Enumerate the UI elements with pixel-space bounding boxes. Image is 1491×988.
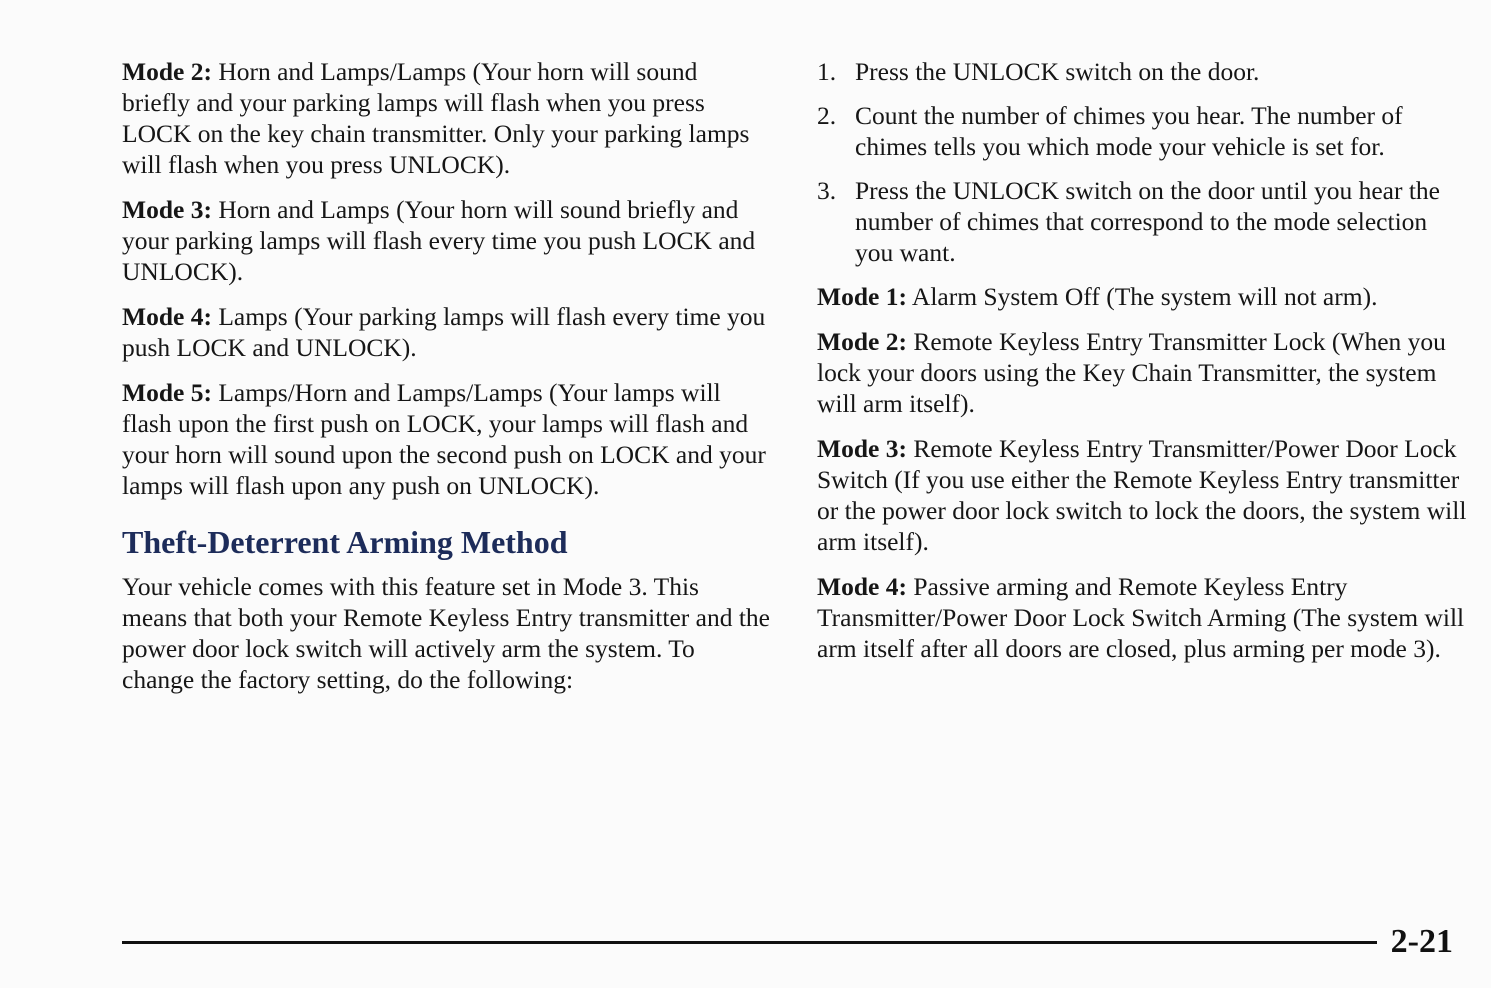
mode-label: Mode 2:	[817, 327, 907, 356]
step-text: Press the UNLOCK switch on the door.	[855, 57, 1260, 86]
mode-label: Mode 2:	[122, 57, 212, 86]
mode-2-paragraph	[122, 56, 770, 180]
arming-mode-2-paragraph	[817, 326, 1467, 419]
section-heading: Theft-Deterrent Arming Method	[122, 524, 568, 560]
step-item	[817, 100, 1467, 162]
page-number: 2-21	[1390, 923, 1453, 960]
mode-label: Mode 5:	[122, 378, 212, 407]
mode-label: Mode 4:	[817, 572, 907, 601]
step-text: Count the number of chimes you hear. The number of chimes tells you which mode your vehicle is set for.	[855, 101, 1403, 161]
mode-description: Passive arming and Remote Keyless Entry Transmitter/Power Door Lock Switch Arming (The system will arm itself after all doors are closed, plus arming per mode 3).	[817, 572, 1465, 663]
mode-description: Horn and Lamps (Your horn will sound briefly and your parking lamps will flash every time you push LOCK and UNLOCK).	[122, 195, 756, 286]
mode-description: Horn and Lamps/Lamps (Your horn will sound briefly and your parking lamps will flash when you press LOCK on the key chain transmitter. Only your parking lamps will flash when you press UNLOCK).	[122, 57, 750, 179]
step-text: Press the UNLOCK switch on the door until you hear the number of chimes that correspond to the mode selection you want.	[855, 176, 1440, 267]
mode-5-paragraph	[122, 377, 770, 501]
step-item	[817, 56, 1467, 87]
arming-mode-3-paragraph	[817, 433, 1467, 557]
mode-label: Mode 3:	[122, 195, 212, 224]
mode-description: Remote Keyless Entry Transmitter/Power Door Lock Switch (If you use either the Remote Keyless Entry transmitter or the power door lock switch to lock the doors, the system will arm itself).	[817, 434, 1467, 556]
arming-mode-1-paragraph	[817, 281, 1467, 312]
step-number: 1.	[817, 57, 837, 86]
mode-description: Lamps (Your parking lamps will flash every time you push LOCK and UNLOCK).	[122, 302, 766, 362]
arming-mode-4-paragraph	[817, 571, 1467, 664]
mode-label: Mode 1:	[817, 282, 907, 311]
mode-description: Alarm System Off (The system will not arm).	[906, 282, 1378, 311]
step-item	[817, 175, 1467, 268]
steps-list	[817, 56, 1467, 268]
intro-paragraph: Your vehicle comes with this feature set in Mode 3. This means that both your Remote Keyless Entry transmitter and the power door lock switch will actively arm the system. To change the factory setting, do the following:	[122, 572, 770, 694]
mode-4-paragraph	[122, 301, 770, 363]
footer-divider	[122, 941, 1377, 944]
step-number: 2.	[817, 101, 837, 130]
mode-label: Mode 3:	[817, 434, 907, 463]
left-column	[122, 56, 770, 709]
right-column	[817, 56, 1467, 678]
step-number: 3.	[817, 176, 837, 205]
mode-label: Mode 4:	[122, 302, 212, 331]
mode-description: Lamps/Horn and Lamps/Lamps (Your lamps will flash upon the first push on LOCK, your lamps will flash and your horn will sound upon the second push on LOCK and your lamps will flash upon any push on UNLOCK).	[122, 378, 766, 500]
mode-3-paragraph	[122, 194, 770, 287]
mode-description: Remote Keyless Entry Transmitter Lock (When you lock your doors using the Key Chain Transmitter, the system will arm itself).	[817, 327, 1446, 418]
